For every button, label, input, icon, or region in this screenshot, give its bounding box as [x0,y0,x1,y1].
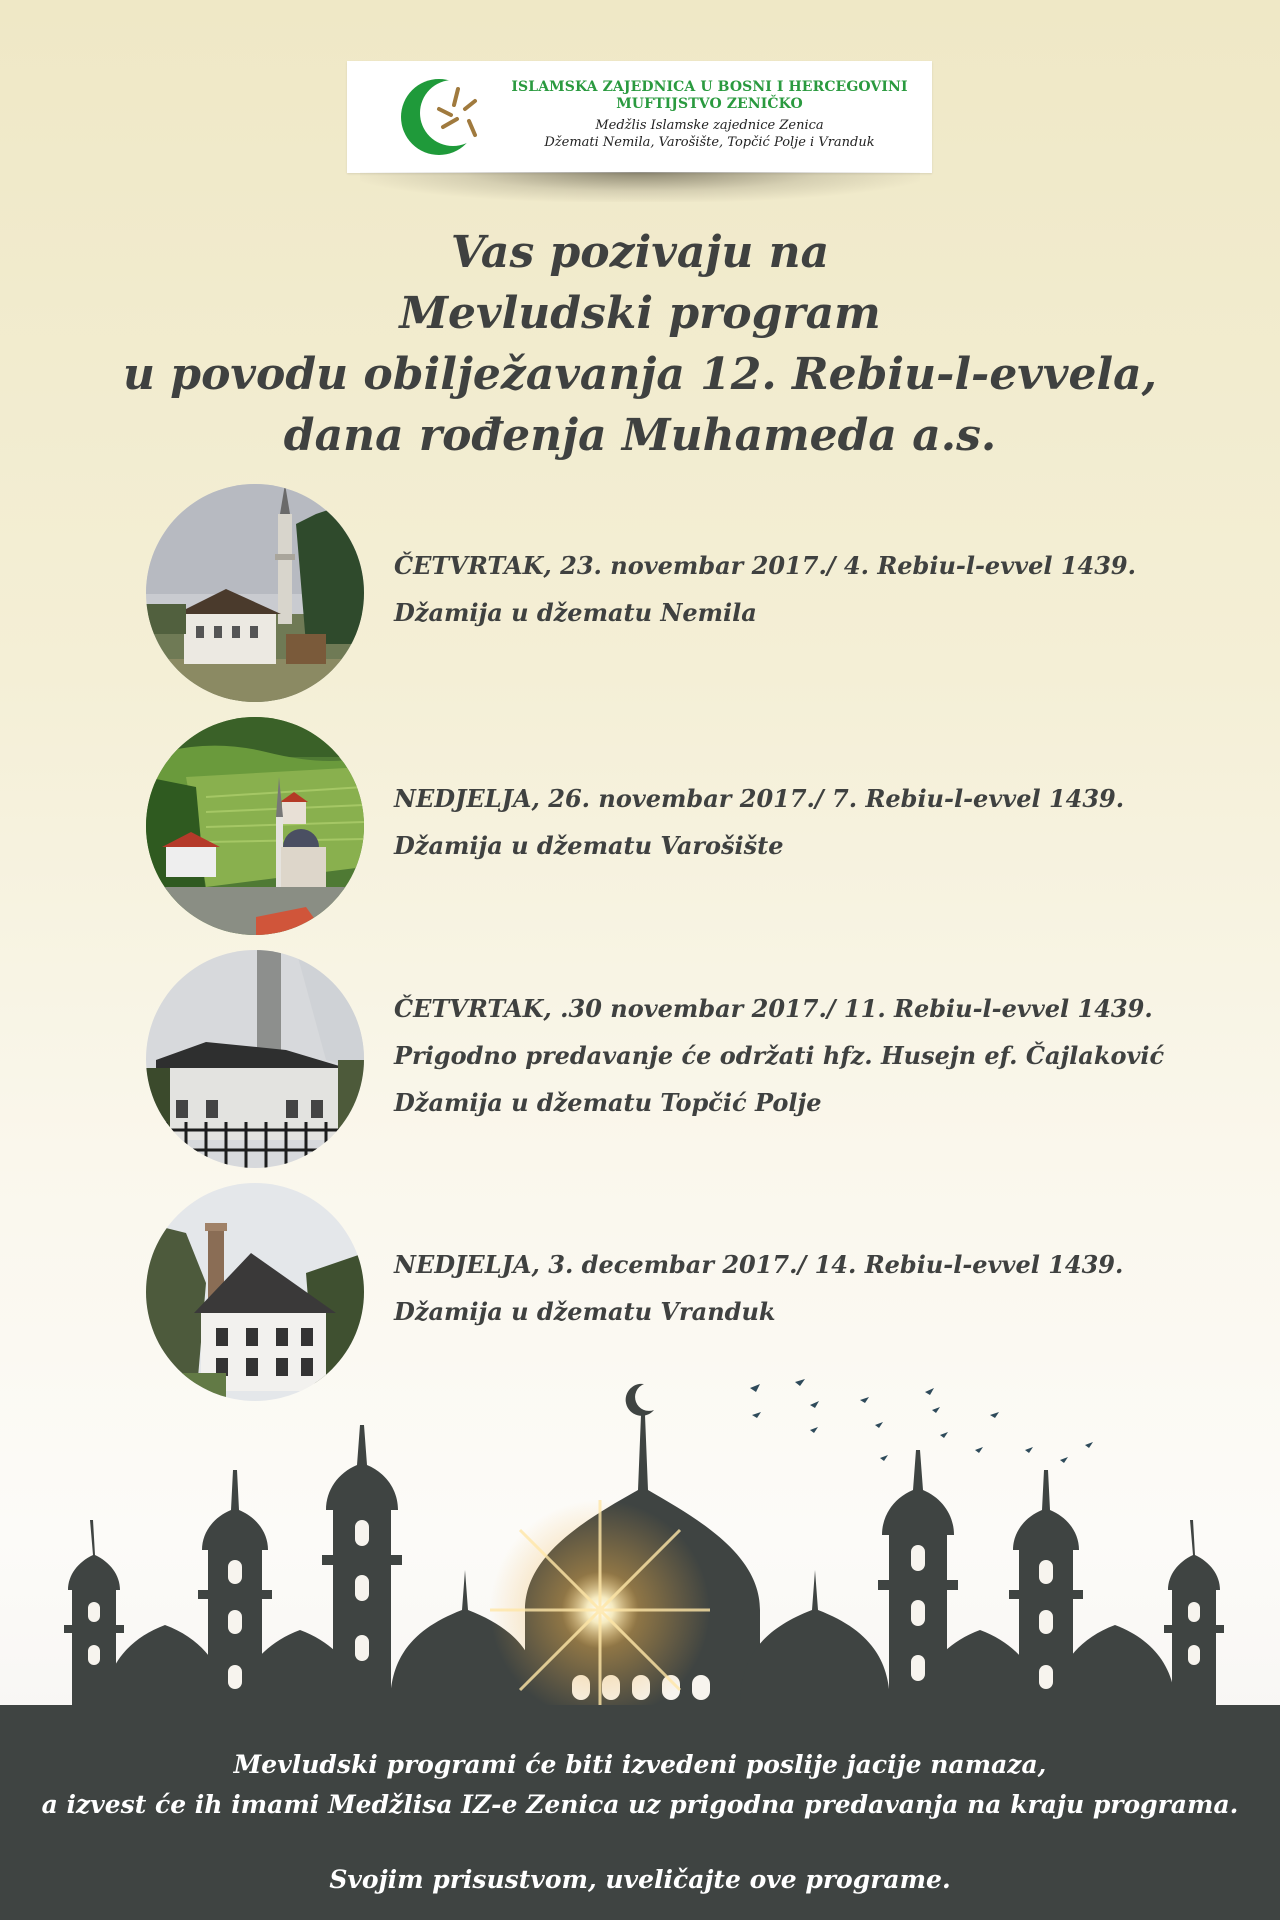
event-date: ČETVRTAK, .30 novembar 2017./ 11. Rebiu-l-evvel 1439. [394,994,1153,1023]
event-date: NEDJELJA, 3. decembar 2017./ 14. Rebiu-l-evvel 1439. [394,1250,1124,1279]
footer-line-1: Mevludski programi će biti izvedeni poslije jacije namaza, [233,1750,1047,1779]
event-item-vranduk [146,1183,1266,1401]
mosque-photo-varosiste [146,717,364,935]
event-item-varosiste [146,717,1266,935]
event-date: NEDJELJA, 26. novembar 2017./ 7. Rebiu-l-evvel 1439. [394,784,1125,813]
crescent-icon [626,1384,654,1416]
event-date: ČETVRTAK, 23. novembar 2017./ 4. Rebiu-l-evvel 1439. [394,551,1136,580]
council-name: Medžlis Islamske zajednice Zenica [595,118,824,133]
organization-header [347,61,932,173]
header-shadow [360,172,920,202]
event-place: Džamija u džematu Vranduk [394,1297,776,1326]
footer-line-3: Svojim prisustvom, uveličajte ove programe. [329,1865,951,1894]
footer-line-2: a izvest će ih imami Medžlisa IZ-e Zenica uz prigodna predavanja na kraju programa. [41,1790,1239,1819]
invitation-line-4: dana rođenja Muhameda a.s. [283,410,997,461]
event-item-topcic-polje [146,950,1266,1168]
invitation-line-3: u povodu obilježavanja 12. Rebiu-l-evvela, [123,349,1157,400]
mosque-skyline-illustration [0,1370,1280,1710]
crescent-logo-icon [395,69,495,165]
footer-banner [0,1705,1280,1920]
invitation-title [0,222,1280,466]
event-place: Džamija u džematu Varošište [394,831,784,860]
mosque-photo-topcic-polje [146,950,364,1168]
event-place: Džamija u džematu Topčić Polje [394,1088,822,1117]
event-item-nemila [146,484,1266,702]
mosque-photo-vranduk [146,1183,364,1401]
invitation-line-2: Mevludski program [399,288,881,339]
congregations-list: Džemati Nemila, Varošište, Topčić Polje i Vranduk [544,135,875,150]
mosque-photo-nemila [146,484,364,702]
invitation-line-1: Vas pozivaju na [450,227,830,278]
event-note: Prigodno predavanje će održati hfz. Husejn ef. Čajlaković [394,1041,1165,1070]
muftiate-name: MUFTIJSTVO ZENIČKO [616,96,803,112]
org-name: ISLAMSKA ZAJEDNICA U BOSNI I HERCEGOVINI [511,79,908,95]
event-place: Džamija u džematu Nemila [394,598,757,627]
